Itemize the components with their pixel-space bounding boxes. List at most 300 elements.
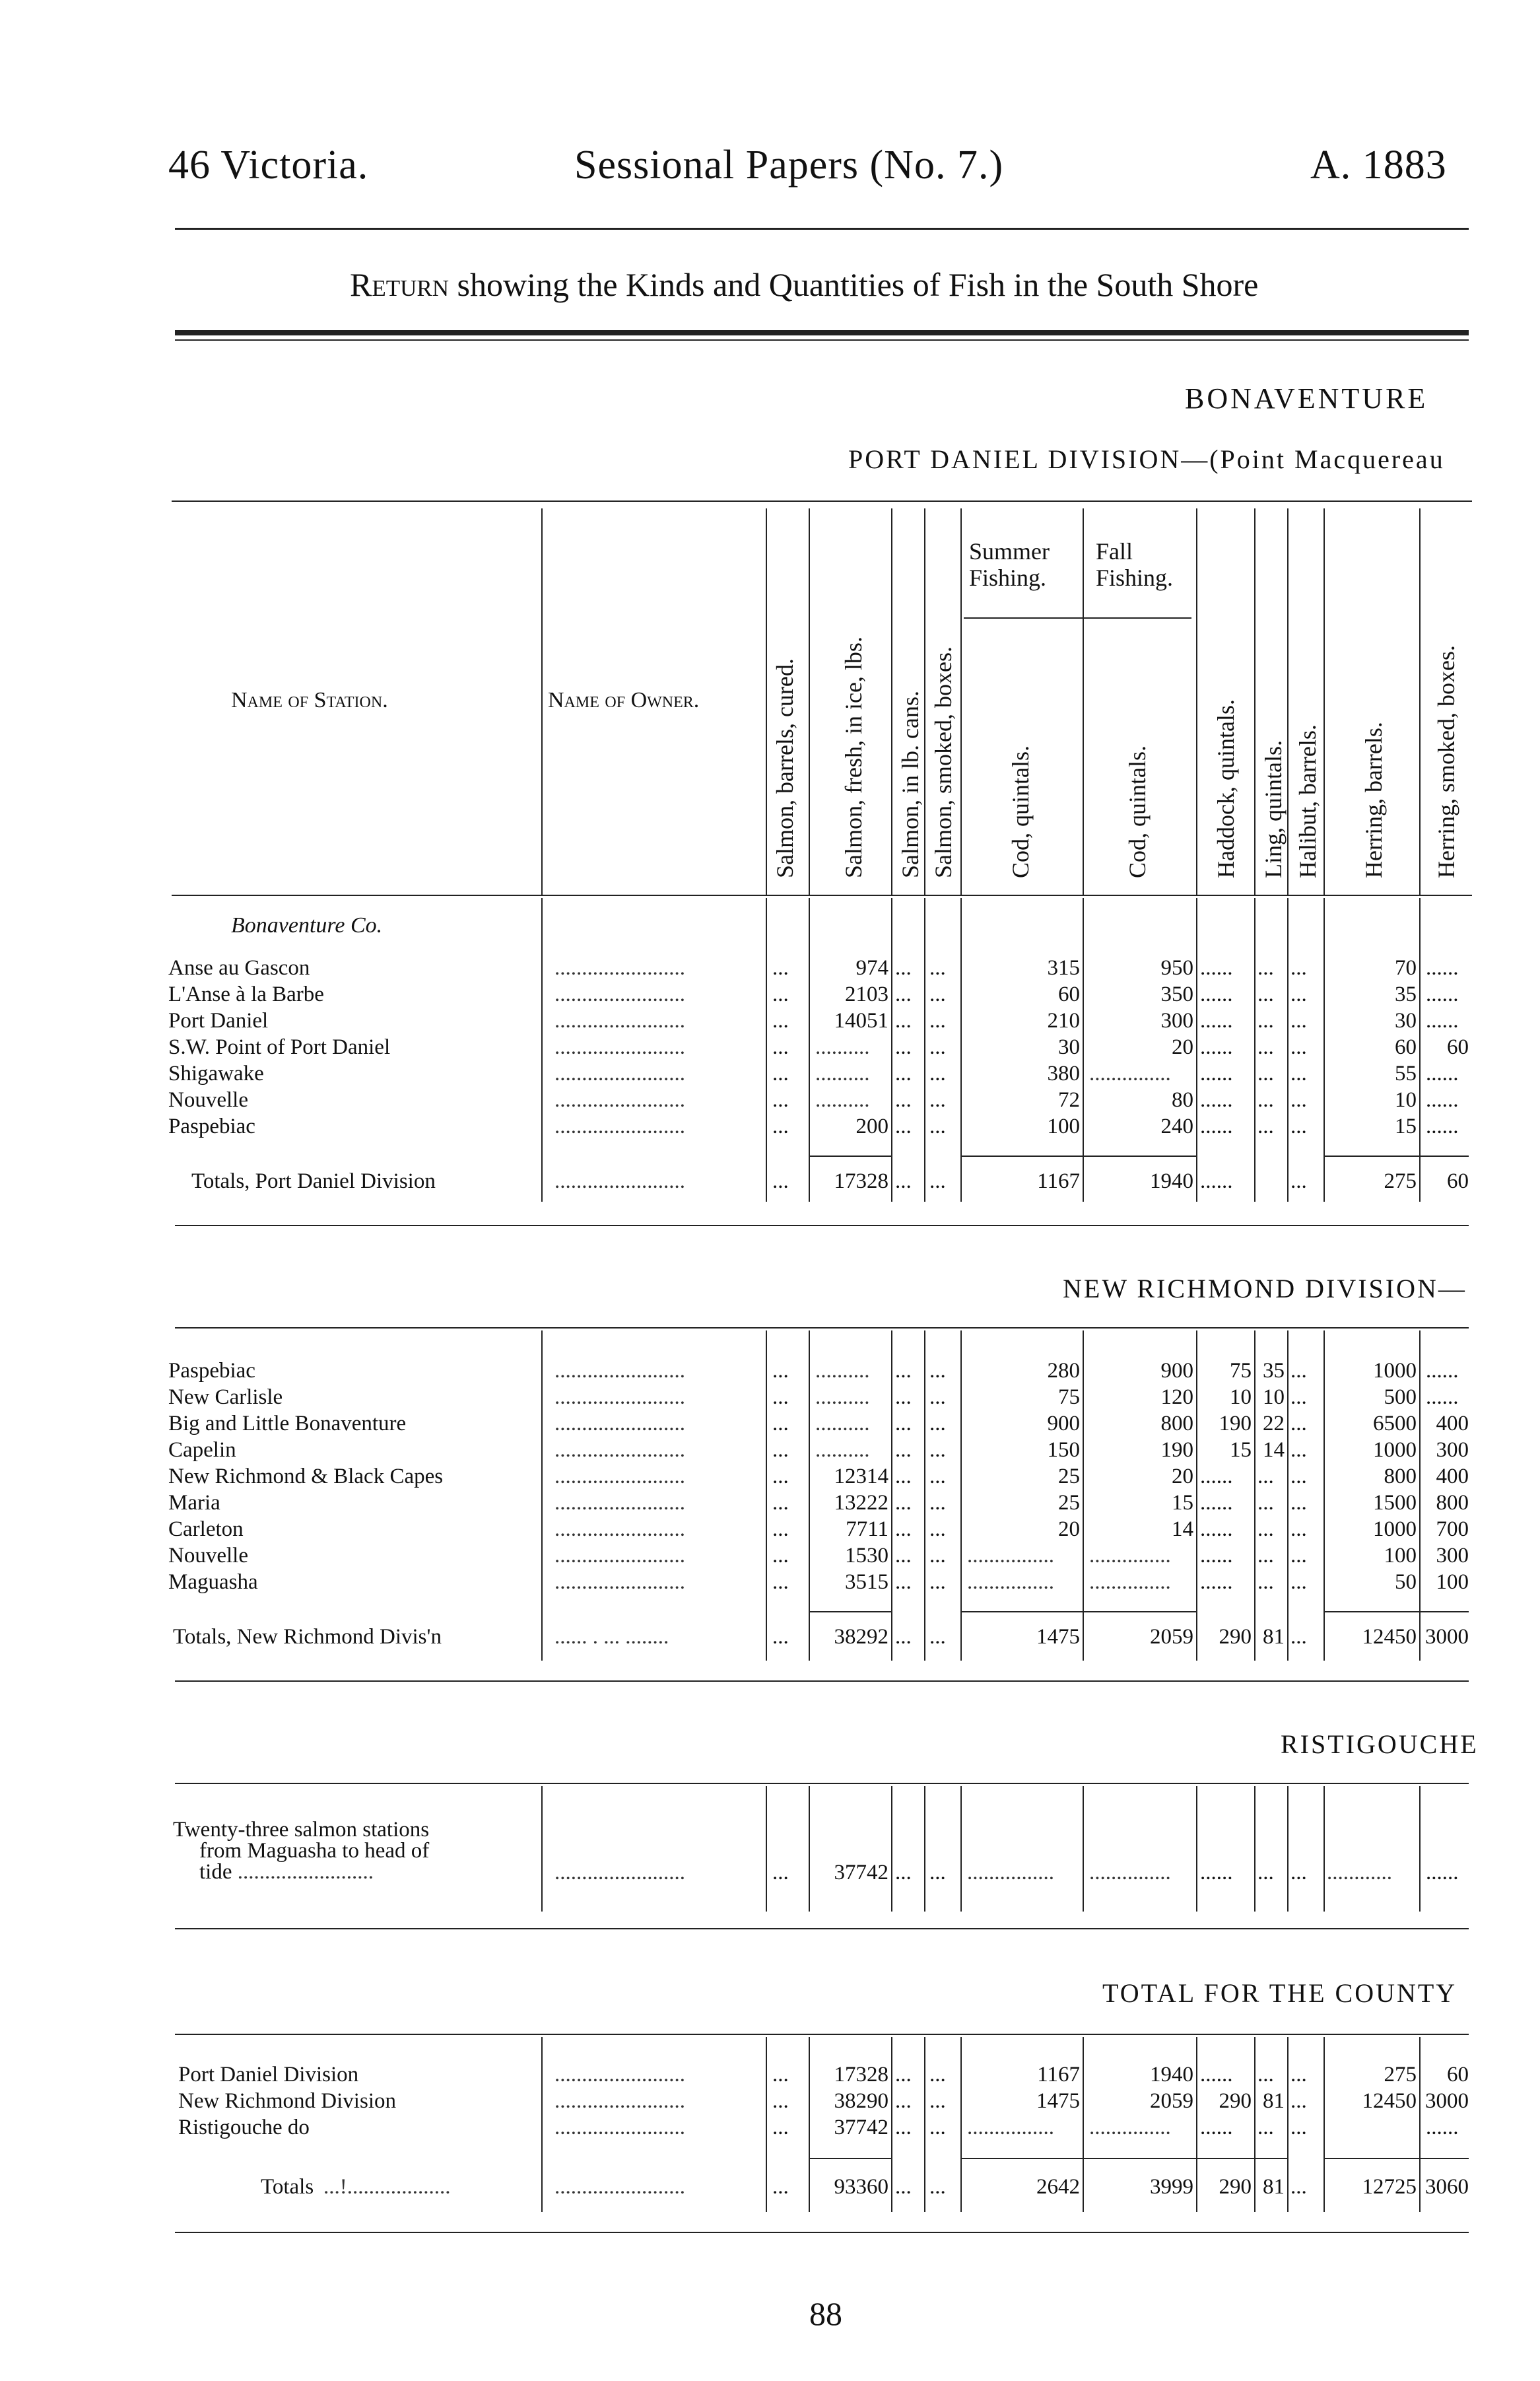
col-owner-heading: Name of Owner. (548, 688, 700, 712)
total-fresh: 17328 (834, 1169, 888, 1193)
station-name: Paspebiac (168, 1359, 255, 1383)
halibut-blank: ... (1290, 2063, 1307, 2087)
title-rule-thick (175, 330, 1469, 335)
haddock-blank: ...... (1200, 983, 1233, 1006)
station-line-3: tide (199, 1860, 232, 1884)
haddock-blank: ...... (1200, 1465, 1233, 1488)
ling-blank: ... (1257, 1517, 1274, 1541)
table-row (0, 1467, 1540, 1486)
col-station-heading: Name of Station. (231, 688, 388, 712)
haddock-blank: ...... (1200, 1570, 1233, 1594)
summer-cod-blank: ................ (967, 1570, 1054, 1594)
new-richmond-caption: NEW RICHMOND DIVISION— (1063, 1274, 1467, 1303)
col-herring-smoked: Herring, smoked, boxes. (1433, 645, 1459, 878)
county-label: Bonaventure Co. (231, 913, 383, 938)
total-herring: 12450 (1362, 1625, 1417, 1649)
total-haddock: 290 (1219, 2175, 1252, 2199)
col-halibut: Halibut, barrels. (1294, 724, 1321, 878)
salmon-cured-blank: ... (772, 2089, 789, 2113)
summer-cod-blank: ................ (967, 1544, 1054, 1568)
salmon-smoked-blank: ... (929, 1465, 946, 1488)
owner-blank: ........................ (554, 983, 685, 1006)
col-salmon-fresh: Salmon, fresh, in ice, lbs. (840, 637, 867, 878)
summer-cod-value: 900 (1047, 1412, 1080, 1435)
total-fresh: 38292 (834, 1625, 888, 1649)
owner-blank: ........................ (554, 1009, 685, 1033)
halibut-blank: ... (1290, 1088, 1307, 1112)
salmon-cans-blank: ... (895, 1412, 912, 1435)
salmon-cured-blank: ... (772, 2063, 789, 2087)
ling-value: 22 (1263, 1412, 1285, 1435)
ristigouche-row: ........................ ... 37742 ... ... ................ ............... ...... ... ... ............ ...... (554, 1861, 1459, 1884)
owner-blank: ........................ (554, 1385, 685, 1409)
owner-blank: ........................ (554, 2116, 685, 2139)
herring-smoked-value: 60 (1447, 1035, 1469, 1059)
table-row (0, 1035, 1540, 1059)
table-row (0, 1517, 1540, 1541)
table-row (0, 1359, 1540, 1383)
owner-blank: ........................ (554, 1088, 685, 1112)
owner-blank: ........................ (554, 1062, 685, 1086)
col-rule (891, 508, 892, 895)
herring-smoked-value: 700 (1436, 1517, 1469, 1541)
salmon-cans-blank: ... (895, 1570, 912, 1594)
herring-smoked-value: 3000 (1425, 2089, 1469, 2113)
halibut-blank: ... (1290, 1438, 1307, 1462)
salmon-fresh-value: 13222 (834, 1491, 888, 1515)
salmon-cans-blank: ... (895, 1062, 912, 1086)
herring-smoked-blank: ...... (1426, 983, 1459, 1006)
salmon-fresh-value: 200 (855, 1115, 888, 1138)
herring-value: 50 (1395, 1570, 1417, 1594)
fall-cod-value: 900 (1160, 1359, 1193, 1383)
ling-blank: ... (1257, 1035, 1274, 1059)
total-label: Totals, New Richmond Divis'n (173, 1625, 442, 1649)
salmon-cured-blank: ... (772, 1412, 789, 1435)
halibut-blank: ... (1290, 1115, 1307, 1138)
salmon-fresh-blank: .......... (815, 1359, 870, 1383)
table-row (0, 1491, 1540, 1515)
ling-blank: ... (1257, 1570, 1274, 1594)
herring-smoked-value: 300 (1436, 1438, 1469, 1462)
herring-value: 1000 (1373, 1438, 1417, 1462)
salmon-smoked-blank: ... (929, 2089, 946, 2113)
salmon-fresh-value: 14051 (834, 1009, 888, 1033)
salmon-cans-blank: ... (895, 983, 912, 1006)
halibut-blank: ... (1290, 1544, 1307, 1568)
station-name: Big and Little Bonaventure (168, 1412, 407, 1435)
herring-smoked-blank: ...... (1426, 2116, 1459, 2139)
halibut-blank: ... (1290, 1009, 1307, 1033)
col-rule (1419, 508, 1421, 895)
summer-group-heading: Summer Fishing. (969, 538, 1050, 591)
herring-value: 500 (1384, 1385, 1417, 1409)
herring-value: 1000 (1373, 1359, 1417, 1383)
haddock-blank: ...... (1200, 1491, 1233, 1515)
ristigouche-fresh: 37742 (834, 1861, 888, 1884)
haddock-blank: ...... (1200, 1009, 1233, 1033)
fall-cod-value: 950 (1160, 956, 1193, 980)
herring-smoked-blank: ...... (1426, 1385, 1459, 1409)
header-top-rule (172, 500, 1472, 502)
herring-value: 12450 (1362, 2089, 1417, 2113)
salmon-smoked-blank: ... (929, 1544, 946, 1568)
ling-blank: ... (1257, 1465, 1274, 1488)
salmon-fresh-blank: .......... (815, 1035, 870, 1059)
salmon-cans-blank: ... (895, 2063, 912, 2087)
table-row (0, 1438, 1540, 1462)
fall-cod-blank: ............... (1089, 1544, 1171, 1568)
ling-blank: ... (1257, 1088, 1274, 1112)
owner-blank: ........................ (554, 1438, 685, 1462)
table-row (0, 1570, 1540, 1594)
salmon-fresh-value: 12314 (834, 1465, 888, 1488)
total-label: Totals (261, 2175, 314, 2199)
ling-blank: ... (1257, 956, 1274, 980)
total-fall-cod: 1940 (1150, 1169, 1193, 1193)
fall-cod-value: 20 (1172, 1465, 1193, 1488)
station-name: Port Daniel Division (178, 2063, 359, 2087)
salmon-fresh-value: 3515 (845, 1570, 888, 1594)
fall-cod-value: 2059 (1150, 2089, 1193, 2113)
herring-smoked-value: 300 (1436, 1544, 1469, 1568)
summer-cod-value: 25 (1058, 1491, 1080, 1515)
title-lead: Return (350, 266, 450, 303)
ling-blank: ... (1257, 1544, 1274, 1568)
fishing-group-rule (964, 617, 1191, 619)
fall-cod-value: 20 (1172, 1035, 1193, 1059)
salmon-smoked-blank: ... (929, 1062, 946, 1086)
herring-value: 70 (1395, 956, 1417, 980)
ling-blank: ... (1257, 2116, 1274, 2139)
table-row (0, 1544, 1540, 1568)
salmon-cans-blank: ... (895, 2116, 912, 2139)
herring-value: 15 (1395, 1115, 1417, 1138)
herring-value: 275 (1384, 2063, 1417, 2087)
halibut-blank: ... (1290, 2116, 1307, 2139)
herring-value: 1000 (1373, 1517, 1417, 1541)
ling-value: 35 (1263, 1359, 1285, 1383)
fall-cod-value: 120 (1160, 1385, 1193, 1409)
total-ling: 81 (1263, 2175, 1285, 2199)
salmon-fresh-value: 974 (855, 956, 888, 980)
fall-cod-blank: ............... (1089, 2116, 1171, 2139)
station-name: Carleton (168, 1517, 244, 1541)
total-herring-smoked: 3060 (1425, 2175, 1469, 2199)
salmon-cans-blank: ... (895, 1088, 912, 1112)
salmon-cured-blank: ... (772, 1385, 789, 1409)
salmon-smoked-blank: ... (929, 1009, 946, 1033)
station-name: Nouvelle (168, 1544, 248, 1568)
salmon-cans-blank: ... (895, 1009, 912, 1033)
total-herring: 12725 (1362, 2175, 1417, 2199)
summer-cod-value: 20 (1058, 1517, 1080, 1541)
haddock-value: 75 (1230, 1359, 1252, 1383)
halibut-blank: ... (1290, 2089, 1307, 2113)
summer-cod-value: 100 (1047, 1115, 1080, 1138)
table-title (350, 265, 1258, 304)
fall-cod-value: 14 (1172, 1517, 1193, 1541)
col-rule (1323, 508, 1325, 895)
salmon-fresh-value: 7711 (846, 1517, 888, 1541)
salmon-cured-blank: ... (772, 1570, 789, 1594)
station-name: Shigawake (168, 1062, 264, 1086)
table-row (0, 1414, 1540, 1433)
salmon-cans-blank: ... (895, 1544, 912, 1568)
herring-value: 35 (1395, 983, 1417, 1006)
salmon-cured-blank: ... (772, 956, 789, 980)
salmon-cured-blank: ... (772, 1491, 789, 1515)
fall-cod-value: 800 (1160, 1412, 1193, 1435)
salmon-cans-blank: ... (895, 1359, 912, 1383)
salmon-cured-blank: ... (772, 1115, 789, 1138)
station-name: Maguasha (168, 1570, 258, 1594)
salmon-cans-blank: ... (895, 1115, 912, 1138)
col-rule (541, 508, 543, 895)
haddock-blank: ...... (1200, 1115, 1233, 1138)
ling-blank: ... (1257, 1062, 1274, 1086)
herring-value: 30 (1395, 1009, 1417, 1033)
salmon-cured-blank: ... (772, 1544, 789, 1568)
county-total-caption: TOTAL FOR THE COUNTY (1102, 1978, 1457, 2008)
ling-blank: ... (1257, 1115, 1274, 1138)
halibut-blank: ... (1290, 1359, 1307, 1383)
fall-cod-blank: ............... (1089, 1570, 1171, 1594)
salmon-smoked-blank: ... (929, 1412, 946, 1435)
herring-value: 1500 (1373, 1491, 1417, 1515)
station-name: Port Daniel (168, 1009, 269, 1033)
subtotal-rule (960, 1156, 1196, 1157)
salmon-smoked-blank: ... (929, 2063, 946, 2087)
salmon-smoked-blank: ... (929, 1115, 946, 1138)
salmon-smoked-blank: ... (929, 956, 946, 980)
owner-blank: ........................ (554, 1465, 685, 1488)
herring-smoked-blank: ...... (1426, 1009, 1459, 1033)
station-line-2: from Maguasha to head of (199, 1839, 430, 1863)
ling-blank: ... (1257, 1009, 1274, 1033)
table-row (0, 2118, 1540, 2137)
ristigouche-caption: RISTIGOUCHE (1281, 1729, 1479, 1759)
ristigouche-station: Twenty-three salmon stations from Maguasha to head of tide ......................... (173, 1818, 430, 1884)
salmon-cans-blank: ... (895, 1385, 912, 1409)
total-herring: 275 (1384, 1169, 1417, 1193)
running-header-right: A. 1883 (1310, 143, 1447, 188)
total-ling: 81 (1263, 1625, 1285, 1649)
col-salmon-cured: Salmon, barrels, cured. (772, 658, 798, 878)
total-fall-cod: 3999 (1150, 2175, 1193, 2199)
fall-cod-value: 240 (1160, 1115, 1193, 1138)
salmon-fresh-blank: .......... (815, 1385, 870, 1409)
haddock-value: 15 (1230, 1438, 1252, 1462)
salmon-fresh-value: 1530 (845, 1544, 888, 1568)
table-row (0, 956, 1540, 980)
ling-blank: ... (1257, 1491, 1274, 1515)
salmon-smoked-blank: ... (929, 1088, 946, 1112)
salmon-smoked-blank: ... (929, 1570, 946, 1594)
halibut-blank: ... (1290, 1035, 1307, 1059)
col-rule (1254, 508, 1255, 895)
running-header-center: Sessional Papers (No. 7.) (574, 143, 1004, 188)
salmon-smoked-blank: ... (929, 2116, 946, 2139)
summer-cod-value: 1167 (1037, 2063, 1080, 2087)
halibut-blank: ... (1290, 1465, 1307, 1488)
owner-blank: ........................ (554, 1359, 685, 1383)
herring-smoked-value: 100 (1436, 1570, 1469, 1594)
salmon-smoked-blank: ... (929, 1359, 946, 1383)
halibut-blank: ... (1290, 1412, 1307, 1435)
col-haddock: Haddock, quintals. (1213, 699, 1239, 878)
herring-value: 800 (1384, 1465, 1417, 1488)
header-bottom-rule (172, 895, 1472, 896)
salmon-cured-blank: ... (772, 983, 789, 1006)
haddock-blank: ...... (1200, 1088, 1233, 1112)
herring-value: 10 (1395, 1088, 1417, 1112)
station-name: New Carlisle (168, 1385, 283, 1409)
fall-cod-blank: ............... (1089, 1062, 1171, 1086)
salmon-cans-blank: ... (895, 1035, 912, 1059)
salmon-fresh-blank: .......... (815, 1412, 870, 1435)
col-rule (1196, 508, 1197, 895)
owner-blank: ........................ (554, 956, 685, 980)
herring-smoked-blank: ...... (1426, 956, 1459, 980)
total-herring-smoked: 3000 (1425, 1625, 1469, 1649)
salmon-smoked-blank: ... (929, 1035, 946, 1059)
station-name: Nouvelle (168, 1088, 248, 1112)
running-header-left: 46 Victoria. (168, 143, 369, 188)
salmon-cans-blank: ... (895, 1438, 912, 1462)
col-rule (1287, 508, 1289, 895)
ling-value: 14 (1263, 1438, 1285, 1462)
table-row (0, 2089, 1540, 2113)
herring-value: 60 (1395, 1035, 1417, 1059)
salmon-smoked-blank: ... (929, 983, 946, 1006)
owner-blank: ........................ (554, 1491, 685, 1515)
salmon-smoked-blank: ... (929, 1385, 946, 1409)
fall-cod-value: 190 (1160, 1438, 1193, 1462)
subtotal-rule (809, 1156, 891, 1157)
halibut-blank: ... (1290, 956, 1307, 980)
summer-cod-value: 75 (1058, 1385, 1080, 1409)
haddock-value: 290 (1219, 2089, 1252, 2113)
table-row (0, 1385, 1540, 1409)
station-name: Ristigouche do (178, 2116, 310, 2139)
herring-smoked-blank: ...... (1426, 1088, 1459, 1112)
salmon-cured-blank: ... (772, 1438, 789, 1462)
herring-smoked-value: 800 (1436, 1491, 1469, 1515)
fall-cod-value: 80 (1172, 1088, 1193, 1112)
salmon-cans-blank: ... (895, 1491, 912, 1515)
salmon-cured-blank: ... (772, 1465, 789, 1488)
owner-blank: ........................ (554, 1412, 685, 1435)
col-herring: Herring, barrels. (1360, 722, 1387, 878)
owner-blank: ........................ (554, 1115, 685, 1138)
halibut-blank: ... (1290, 1570, 1307, 1594)
county-grand-total-row: Totals ...!................... ........................ ... 93360 ... ... 2642 3999 290 81 ... 12725 3060 (261, 2175, 1469, 2199)
salmon-cured-blank: ... (772, 1088, 789, 1112)
station-name: New Richmond Division (178, 2089, 396, 2113)
herring-value: 100 (1384, 1544, 1417, 1568)
herring-smoked-blank: ...... (1426, 1062, 1459, 1086)
total-summer-cod: 1475 (1036, 1625, 1080, 1649)
county-caption: BONAVENTURE (1185, 382, 1428, 415)
haddock-blank: ...... (1200, 956, 1233, 980)
col-fall-cod: Cod, quintals. (1124, 745, 1151, 878)
salmon-fresh-blank: .......... (815, 1438, 870, 1462)
salmon-smoked-blank: ... (929, 1438, 946, 1462)
salmon-smoked-blank: ... (929, 1517, 946, 1541)
page-number: 88 (809, 2295, 842, 2332)
col-rule (1083, 508, 1084, 895)
table-row (0, 1062, 1540, 1086)
ling-blank: ... (1257, 2063, 1274, 2087)
table-row (0, 1088, 1540, 1112)
herring-smoked-value: 400 (1436, 1465, 1469, 1488)
salmon-smoked-blank: ... (929, 1491, 946, 1515)
haddock-blank: ...... (1200, 1517, 1233, 1541)
total-summer-cod: 2642 (1036, 2175, 1080, 2199)
total-herring-smoked: 60 (1447, 1169, 1469, 1193)
owner-blank: ........................ (554, 2063, 685, 2087)
total-summer-cod: 1167 (1037, 1169, 1080, 1193)
title-rule-thin (175, 339, 1469, 341)
table-row (0, 2063, 1540, 2087)
station-name: New Richmond & Black Capes (168, 1465, 444, 1488)
salmon-fresh-value: 2103 (845, 983, 888, 1006)
col-rule (809, 508, 810, 895)
summer-cod-value: 60 (1058, 983, 1080, 1006)
fall-cod-value: 300 (1160, 1009, 1193, 1033)
halibut-blank: ... (1290, 1517, 1307, 1541)
salmon-cured-blank: ... (772, 1517, 789, 1541)
salmon-cans-blank: ... (895, 1517, 912, 1541)
ling-blank: ... (1257, 983, 1274, 1006)
owner-blank: ........................ (554, 1517, 685, 1541)
herring-smoked-value: 400 (1436, 1412, 1469, 1435)
salmon-cured-blank: ... (772, 1062, 789, 1086)
subtotal-rule (1323, 1156, 1469, 1157)
salmon-fresh-blank: .......... (815, 1062, 870, 1086)
summer-cod-value: 25 (1058, 1465, 1080, 1488)
owner-blank: ........................ (554, 1035, 685, 1059)
station-name: Anse au Gascon (168, 956, 310, 980)
salmon-cans-blank: ... (895, 956, 912, 980)
summer-cod-value: 30 (1058, 1035, 1080, 1059)
table-row (0, 985, 1540, 1004)
salmon-cans-blank: ... (895, 1465, 912, 1488)
total-fall-cod: 2059 (1150, 1625, 1193, 1649)
salmon-cans-blank: ... (895, 2089, 912, 2113)
owner-blank: ........................ (554, 1570, 685, 1594)
salmon-fresh-value: 38290 (834, 2089, 888, 2113)
summer-cod-blank: ................ (967, 2116, 1054, 2139)
salmon-cured-blank: ... (772, 1035, 789, 1059)
salmon-fresh-value: 17328 (834, 2063, 888, 2087)
haddock-value: 190 (1219, 1412, 1252, 1435)
herring-value: 55 (1395, 1062, 1417, 1086)
salmon-cured-blank: ... (772, 1009, 789, 1033)
new-richmond-total-row: Totals, New Richmond Divis'n ...... . ... ........ ... 38292 ... ... 1475 2059 290 81 ... 12450 3000 (173, 1625, 1469, 1649)
title-rest: showing the Kinds and Quantities of Fish in the South Shore (457, 266, 1259, 303)
owner-blank: ........................ (554, 1544, 685, 1568)
station-name: L'Anse à la Barbe (168, 983, 324, 1006)
division-caption: PORT DANIEL DIVISION—(Point Macquereau (848, 444, 1445, 474)
haddock-blank: ...... (1200, 1544, 1233, 1568)
total-haddock: 290 (1219, 1625, 1252, 1649)
col-rule (766, 508, 767, 895)
col-salmon-cans: Salmon, in lb. cans. (897, 691, 923, 878)
haddock-blank: ...... (1200, 1062, 1233, 1086)
section-rule (175, 1225, 1469, 1226)
